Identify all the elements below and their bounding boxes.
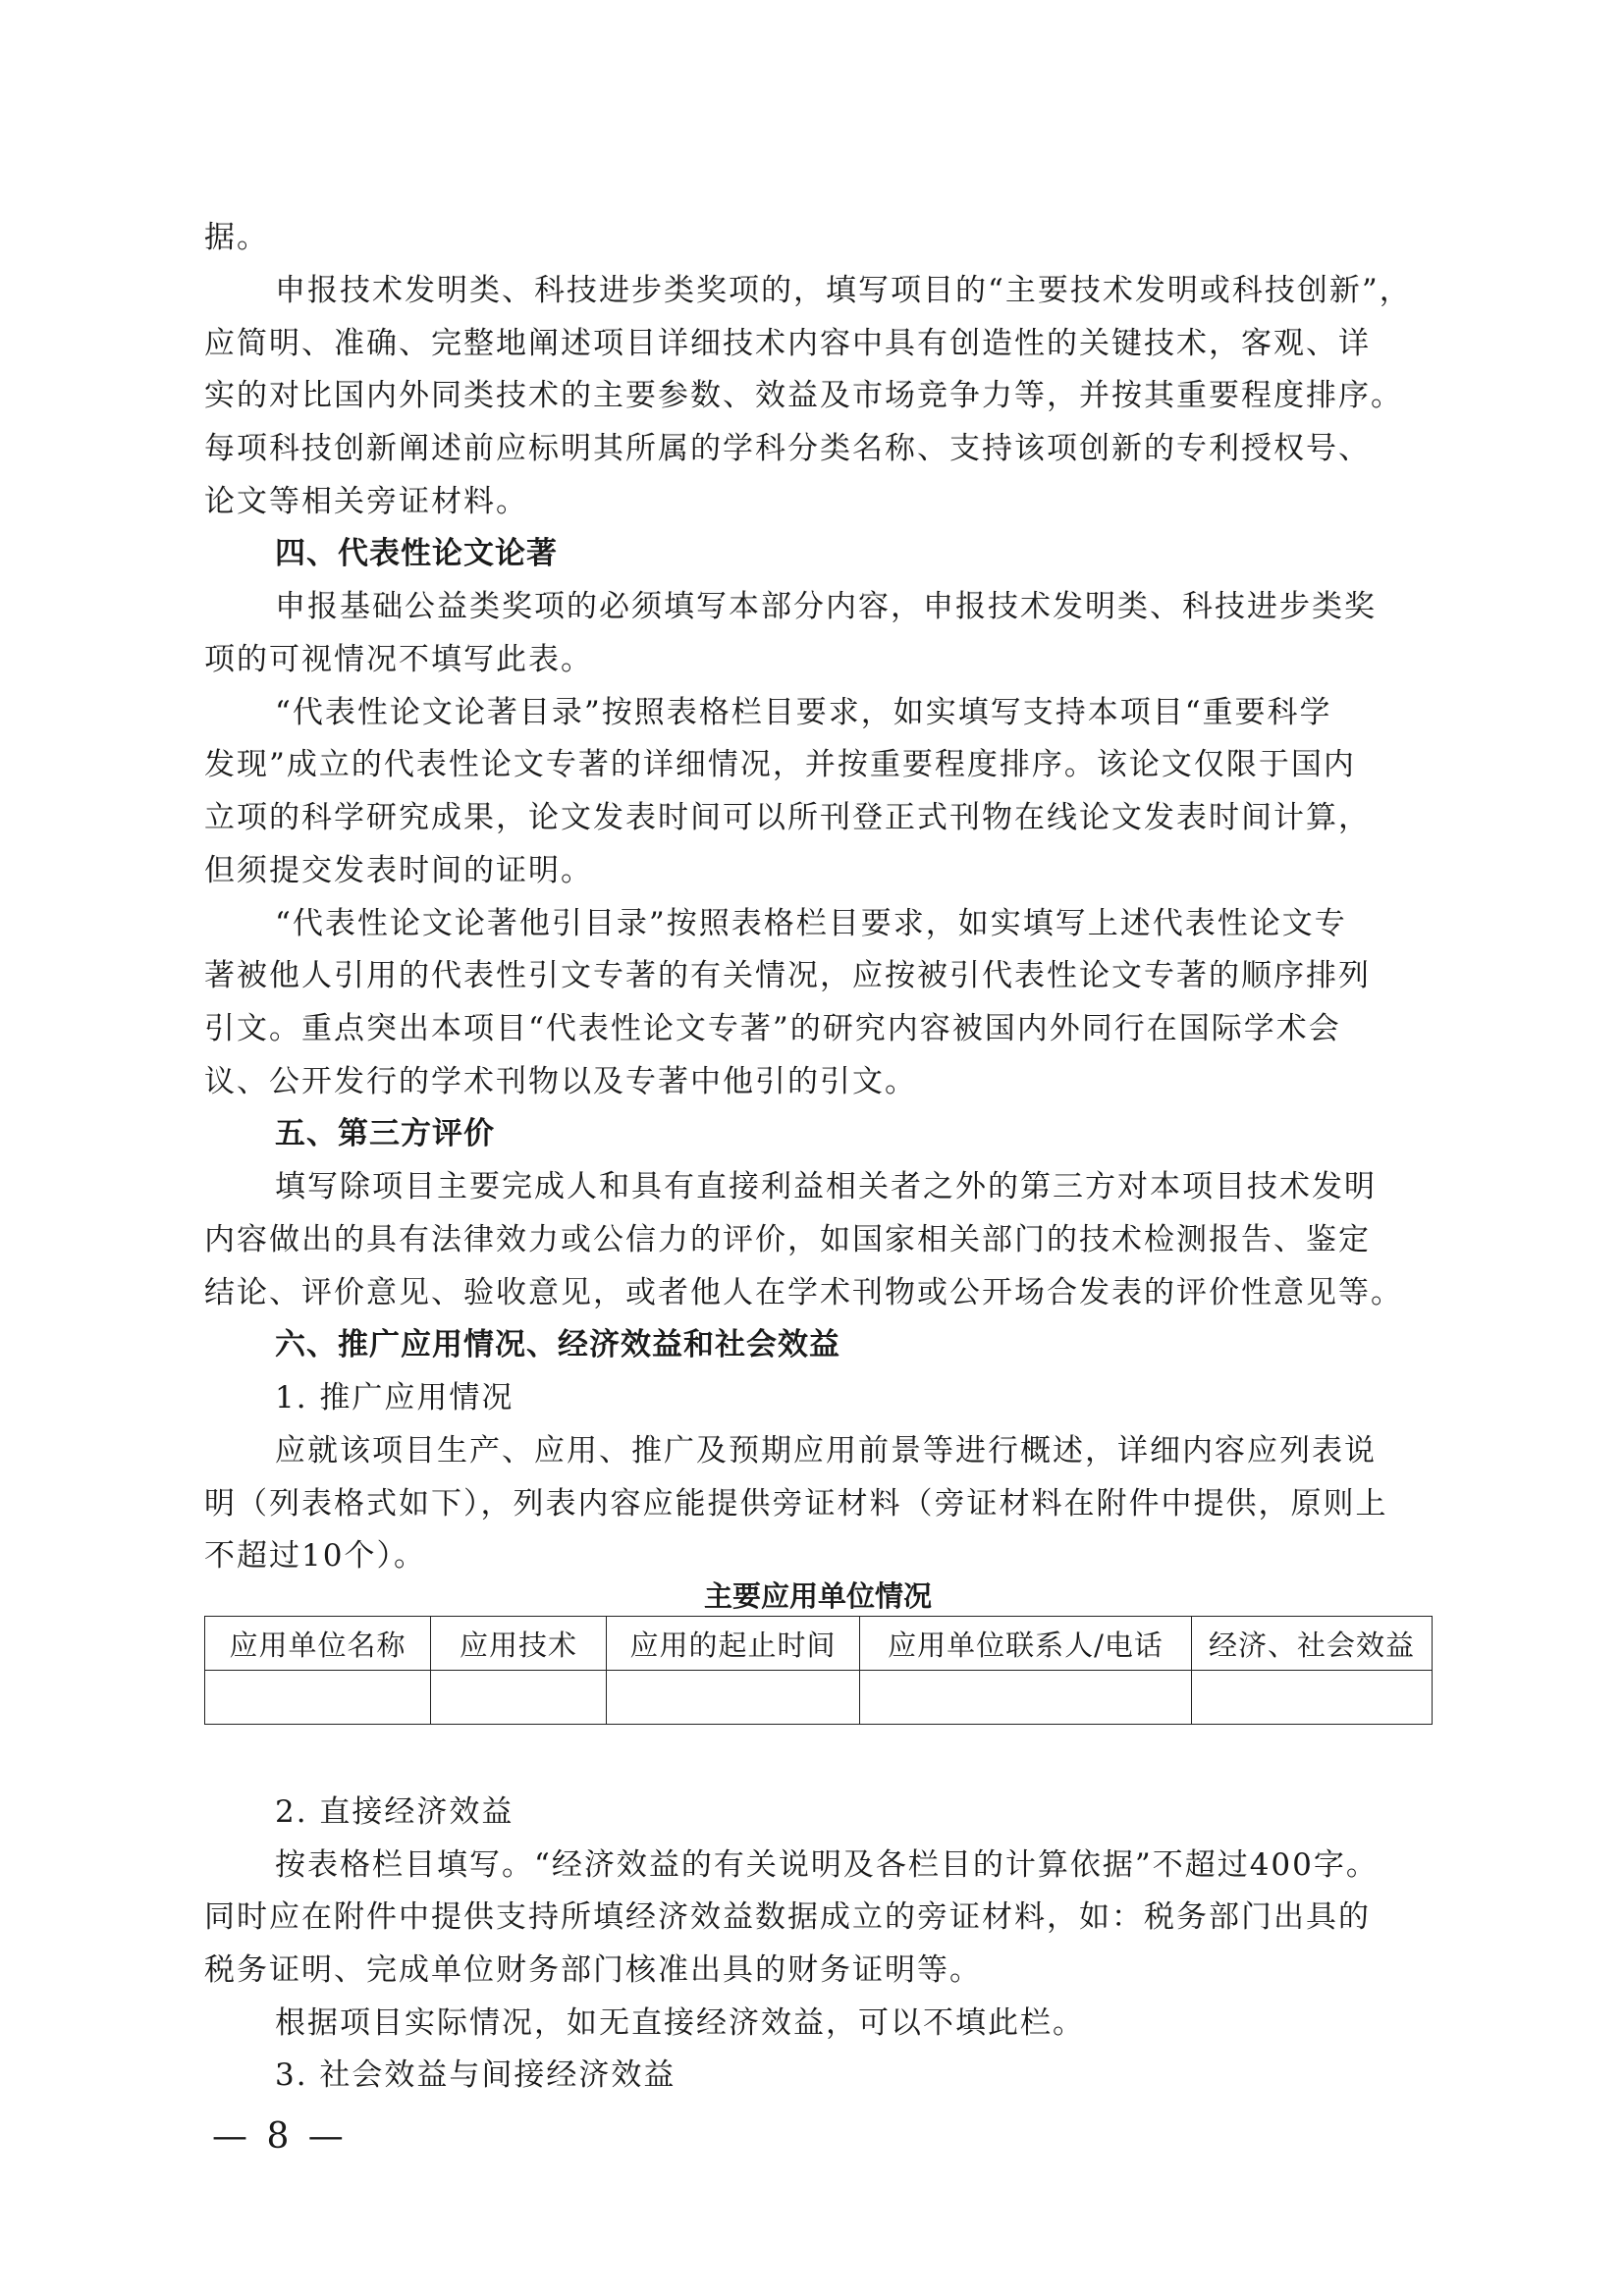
text-line: 根据项目实际情况，如无直接经济效益，可以不填此栏。 xyxy=(275,2005,1085,2041)
text-line: 应就该项目生产、应用、推广及预期应用前景等进行概述，详细内容应列表说 xyxy=(275,1433,1377,1468)
table-header-cell: 应用单位名称 xyxy=(205,1617,431,1671)
application-units-table xyxy=(204,1616,1433,1725)
text-line: 实的对比国内外同类技术的主要参数、效益及市场竞争力等，并按其重要程度排序。 xyxy=(204,378,1403,413)
table-header-cell: 应用单位联系人/电话 xyxy=(860,1617,1192,1671)
text-line: 著被他人引用的代表性引文专著的有关情况，应按被引代表性论文专著的顺序排列 xyxy=(204,958,1371,993)
table-cell xyxy=(205,1671,431,1725)
subsection-heading: 2. 直接经济效益 xyxy=(275,1794,514,1830)
table-cell xyxy=(860,1671,1192,1725)
text-line: 但须提交发表时间的证明。 xyxy=(204,853,593,888)
table-header-row xyxy=(205,1617,1433,1671)
text-line: 内容做出的具有法律效力或公信力的评价，如国家相关部门的技术检测报告、鉴定 xyxy=(204,1222,1371,1257)
text-line: 结论、评价意见、验收意见，或者他人在学术刊物或公开场合发表的评价性意见等。 xyxy=(204,1275,1403,1310)
table-row xyxy=(205,1671,1433,1725)
table-cell xyxy=(431,1671,607,1725)
text-line: 填写除项目主要完成人和具有直接利益相关者之外的第三方对本项目技术发明 xyxy=(275,1169,1377,1204)
text-line: 不超过10个）。 xyxy=(204,1538,426,1574)
text-line: 论文等相关旁证材料。 xyxy=(204,484,528,519)
text-line: 每项科技创新阐述前应标明其所属的学科分类名称、支持该项创新的专利授权号、 xyxy=(204,431,1371,466)
text-line: 明（列表格式如下），列表内容应能提供旁证材料（旁证材料在附件中提供，原则上 xyxy=(204,1486,1388,1522)
text-line: 项的可视情况不填写此表。 xyxy=(204,642,593,677)
page-number: — 8 — xyxy=(212,2116,348,2157)
section-heading: 五、第三方评价 xyxy=(275,1116,495,1151)
text-line: 据。 xyxy=(204,220,269,255)
subsection-heading: 1. 推广应用情况 xyxy=(275,1380,514,1415)
text-line: 议、公开发行的学术刊物以及专著中他引的引文。 xyxy=(204,1064,917,1099)
text-line: 应简明、准确、完整地阐述项目详细技术内容中具有创造性的关键技术，客观、详 xyxy=(204,326,1371,361)
table-header-cell: 应用技术 xyxy=(431,1617,607,1671)
text-line: 发现”成立的代表性论文专著的详细情况，并按重要程度排序。该论文仅限于国内 xyxy=(204,747,1356,782)
section-heading: 四、代表性论文论著 xyxy=(275,536,558,571)
table-cell xyxy=(607,1671,860,1725)
text-line: 申报技术发明类、科技进步类奖项的，填写项目的“主要技术发明或科技创新”， xyxy=(275,273,1412,308)
text-line: 引文。重点突出本项目“代表性论文专著”的研究内容被国内外同行在国际学术会 xyxy=(204,1011,1341,1046)
text-line: “代表性论文论著他引目录”按照表格栏目要求，如实填写上述代表性论文专 xyxy=(275,906,1347,941)
text-line: 同时应在附件中提供支持所填经济效益数据成立的旁证材料，如：税务部门出具的 xyxy=(204,1899,1371,1935)
table-title: 主要应用单位情况 xyxy=(703,1579,932,1613)
section-heading: 六、推广应用情况、经济效益和社会效益 xyxy=(275,1327,840,1362)
subsection-heading: 3. 社会效益与间接经济效益 xyxy=(275,2057,677,2093)
text-line: 按表格栏目填写。“经济效益的有关说明及各栏目的计算依据”不超过400字。 xyxy=(275,1847,1379,1883)
text-line: 申报基础公益类奖项的必须填写本部分内容，申报技术发明类、科技进步类奖 xyxy=(275,589,1377,624)
table-header-cell: 应用的起止时间 xyxy=(607,1617,860,1671)
table-header-cell: 经济、社会效益 xyxy=(1192,1617,1433,1671)
text-line: “代表性论文论著目录”按照表格栏目要求，如实填写支持本项目“重要科学 xyxy=(275,695,1332,730)
text-line: 立项的科学研究成果，论文发表时间可以所刊登正式刊物在线论文发表时间计算， xyxy=(204,800,1371,835)
table-cell xyxy=(1192,1671,1433,1725)
text-line: 税务证明、完成单位财务部门核准出具的财务证明等。 xyxy=(204,1952,982,1988)
